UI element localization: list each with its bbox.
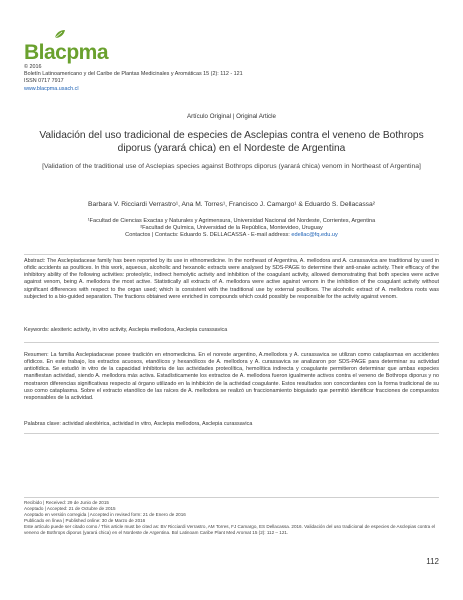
affiliations <box>40 218 423 239</box>
divider <box>24 497 439 498</box>
date-published: Publicado en línea | Published online: 30 de Marzo de 2016 <box>24 518 146 524</box>
contact-line <box>40 232 423 239</box>
divider <box>24 433 439 434</box>
contact-prefix: Contactos | Contacts: Eduardo S. DELLACASSA - E-mail address: <box>125 232 292 238</box>
affiliation-1: ¹Facultad de Ciencias Exactas y Naturales y Agrimensura, Universidad Nacional del Nordeste, Corrientes, Argentina <box>87 218 376 224</box>
journal-logo <box>24 36 108 64</box>
palabras-clave <box>24 421 439 428</box>
date-accepted-revised: Aceptado en versión corregida | Accepted in revised form: 21 de Enero de 2016 <box>24 512 186 518</box>
contact-email-link[interactable]: edellac@fq.edu.uy <box>291 232 338 238</box>
publication-dates <box>24 500 439 537</box>
palabras-label: Palabras clave: <box>24 421 61 427</box>
article-type: Artículo Original | Original Article <box>187 113 276 120</box>
logo-text: Blacpma <box>24 41 109 64</box>
affiliation-2: ²Facultad de Química, Universidad de la República, Montevideo, Uruguay <box>140 225 323 231</box>
abstract <box>24 258 439 301</box>
abstract-text: The Asclepiadaceae family has been reported by its use in ethnomedicine. In the northeast of Argentina, A. mellodora and A. curassavica are traditional by used in ofidic accidents as poultices. In this work, aqueous, alcoholic and hexanolic extracts were analysed by SDS-PAGE to determine their anti-snake activity. Their efficacy of the inhibitory ability of the following activities: proteolytic, indirect hemolytic activity and inhibition of the coagulant activity, allowed demonstrating that both species were active against venom, being A. mellodora the most active. Statistically all extracts of A. mellodora were active against venom in the inhibition of the coagulant activity without significant differences with respect to the organ used; which is consistent with the traditional use by external poultices. The alcoholic extract of A. mellodora roots was subjected to a bio-guided separation. The fractions obtained were enriched in compounds which could possibly be responsible for the activity against venom. <box>24 258 439 300</box>
keywords-text: alexiteric activity, in vitro activity, Asclepia mellodora, Asclepia curassavica <box>50 327 228 333</box>
authors: Barbara V. Ricciardi Verrastro¹, Ana M. Torres¹, Francisco J. Camargo¹ & Eduardo S. Dellacassa² <box>88 201 375 208</box>
palabras-text: actividad alexitérica, actividad in vitro, Asclepia mellodora, Asclepia curassavica <box>62 421 253 427</box>
article-title-english: [Validation of the traditional use of Asclepias species against Bothrops diporus (yarará chica) venom in Northeast of Argentina] <box>42 163 421 170</box>
resumen-text: La familia Asclepiadaceae posee tradición en etnomedicina. En el noreste argentino, A.mellodora y A. curassavica se utilizan como cataplasmas en accidentes ofídicos. En este trabajo, los extractos acuosos, etanólicos y hexanólicos de A. mellodora y A. curassavica se analizaron por SDS-PAGE para determinar su actividad antiofídica. Se estudió in vitro de la capacidad inhibitoria de las actividades proteolítica, hemolítica indirecta y coagulante permitieron determinar que ambas especies manifiestan actividad, siendo A. mellodora más activa. Estadísticamente los extractos de A. mellodora fueron igualmente activos contra el veneno de Bothrops diporus y no mostraron diferencias significativas respecto al órgano utilizado en la inhibición de la actividad coagulante. Estos resultados son concordantes con la forma tradicional de su uso como cataplasma. Sobre el extracto etanólico de las raíces de A. mellodora se realizó un fraccionamiento bioguiado que permitió identificar fracciones de compuestos responsables de la actividad. <box>24 352 439 401</box>
leaf-icon <box>54 29 66 39</box>
resumen-label: Resumen: <box>24 352 49 358</box>
divider <box>24 342 439 343</box>
citation-note: Este artículo puede ser citado como / This article must be cited as: BV Ricciardi Verrastro, AM Torres, FJ Camargo, ES Dellacassa. 2016. Validación del uso tradicional de especies de Asclepias contra el veneno de Bothrops diporus (yarará chica) en el Nordeste de Argentina. Bol Latinoam Caribe Plant Med Aromat 15 (2): 112 – 121. <box>24 524 436 536</box>
page-number: 112 <box>426 557 439 566</box>
divider <box>24 254 439 255</box>
copyright: © 2016 <box>24 64 42 70</box>
issn: ISSN 0717 7917 <box>24 78 64 85</box>
journal-citation: Boletín Latinoamericano y del Caribe de Plantas Medicinales y Aromáticas 15 (2): 112 - 121 <box>24 71 243 78</box>
journal-url-link[interactable]: www.blacpma.usach.cl <box>24 85 79 92</box>
resumen <box>24 352 439 402</box>
article-title: Validación del uso tradicional de especies de Asclepias contra el veneno de Bothrops diporus (yarará chica) en el Nordeste de Argentina <box>39 130 424 154</box>
abstract-label: Abstract: <box>24 258 46 264</box>
keywords <box>24 327 439 334</box>
date-accepted: Aceptado | Accepted: 21 de Octubre de 2015 <box>24 506 116 512</box>
date-received: Recibido | Received: 29 de Junio de 2015 <box>24 500 109 505</box>
keywords-label: Keywords: <box>24 327 50 333</box>
journal-info <box>24 64 243 93</box>
